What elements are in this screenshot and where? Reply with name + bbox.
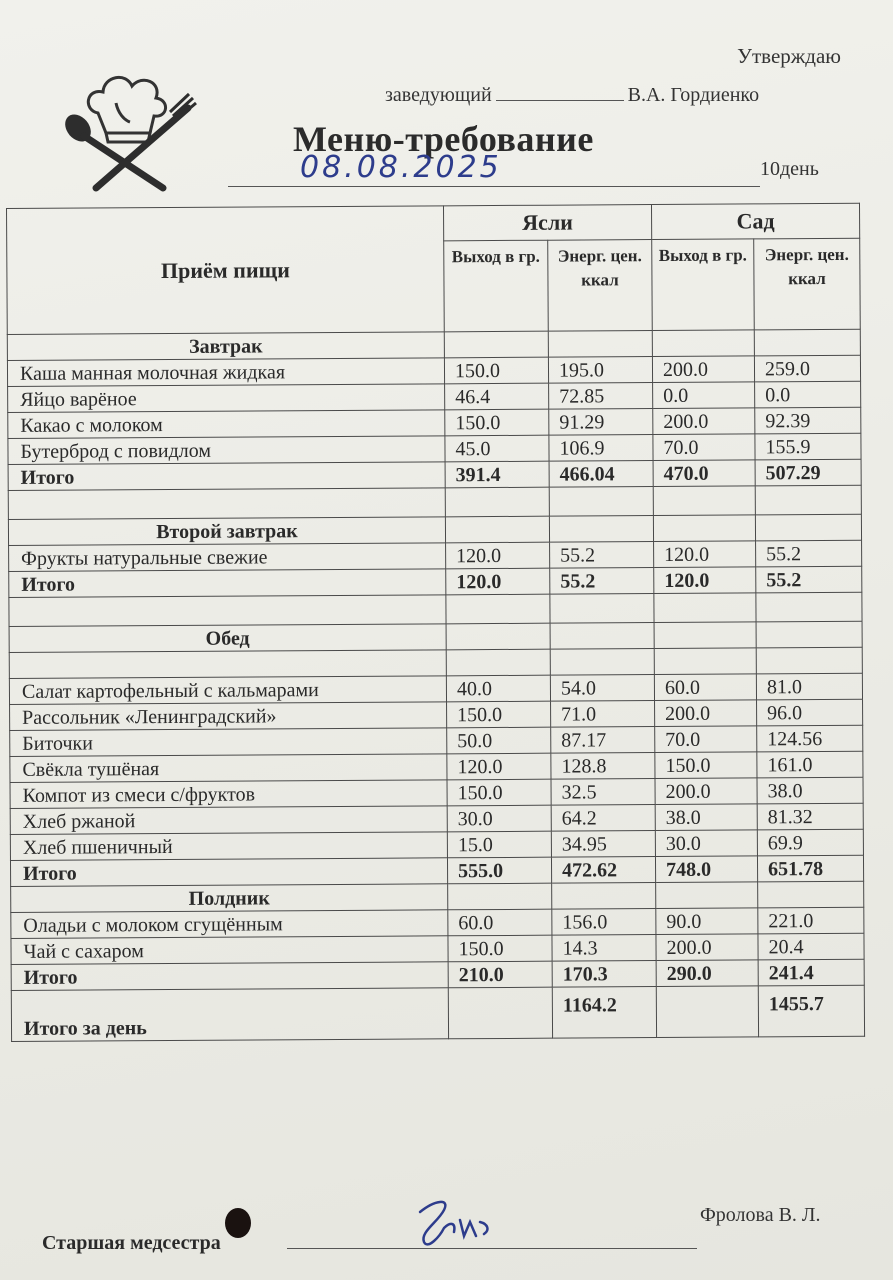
approver-signature-blank — [496, 100, 624, 101]
kindergarten-energy: 38.0 — [757, 777, 863, 804]
nursery-output: 30.0 — [447, 805, 551, 832]
kindergarten-energy: 81.32 — [757, 803, 863, 830]
kindergarten-output: 0.0 — [653, 382, 755, 409]
meal-column-header: Приём пищи — [7, 206, 445, 335]
dish-name: Салат картофельный с кальмарами — [9, 676, 446, 705]
kindergarten-output-total: 470.0 — [653, 460, 755, 487]
kindergarten-energy: 259.0 — [754, 355, 860, 382]
table-header-row — [7, 203, 860, 243]
dish-name: Хлеб ржаной — [10, 806, 447, 835]
handwritten-signature — [410, 1192, 500, 1252]
nursery-output: 15.0 — [447, 831, 551, 858]
total-label: Итого — [9, 569, 446, 598]
nursery-output-header: Выход в гр. — [444, 240, 549, 332]
kindergarten-output: 200.0 — [652, 356, 754, 383]
dish-name: Рассольник «Ленинградский» — [10, 702, 447, 731]
nursery-energy: 87.17 — [551, 727, 655, 754]
nursery-output: 150.0 — [447, 701, 551, 728]
kindergarten-output: 90.0 — [656, 908, 758, 935]
nursery-energy: 195.0 — [548, 357, 652, 384]
group-nursery-header: Ясли — [443, 205, 651, 241]
kindergarten-output-total: 290.0 — [656, 960, 758, 987]
head-nurse-label: Старшая медсестра — [42, 1232, 221, 1254]
nursery-energy: 64.2 — [551, 805, 655, 832]
section-title-breakfast: Завтрак — [7, 332, 444, 361]
nursery-output: 150.0 — [445, 409, 549, 436]
chef-hat-cutlery-icon — [58, 58, 198, 198]
total-label: Итого — [11, 962, 448, 991]
kindergarten-output-total: 120.0 — [654, 567, 756, 594]
kindergarten-energy-header: Энерг. цен. ккал — [754, 238, 861, 330]
nursery-energy: 71.0 — [551, 701, 655, 728]
nursery-output: 150.0 — [444, 357, 548, 384]
kindergarten-energy: 81.0 — [756, 673, 862, 700]
kindergarten-energy: 124.56 — [757, 725, 863, 752]
dish-name: Хлеб пшеничный — [10, 832, 447, 861]
dish-name: Биточки — [10, 728, 447, 757]
nursery-energy-total: 55.2 — [550, 568, 654, 595]
kindergarten-energy: 96.0 — [757, 699, 863, 726]
menu-table — [6, 203, 865, 1042]
group-kindergarten-header: Сад — [651, 203, 859, 239]
nursery-output-total: 210.0 — [448, 961, 552, 988]
dish-name: Чай с сахаром — [11, 936, 448, 965]
nursery-energy-day-total: 1164.2 — [552, 987, 656, 1039]
kindergarten-energy: 0.0 — [755, 381, 861, 408]
kindergarten-output-total: 748.0 — [655, 856, 757, 883]
nursery-energy: 32.5 — [551, 779, 655, 806]
nursery-energy: 55.2 — [550, 542, 654, 569]
kindergarten-energy-total: 241.4 — [758, 959, 864, 986]
approver-name: В.А. Гордиенко — [627, 84, 760, 106]
nursery-output: 60.0 — [448, 909, 552, 936]
section-title-snack: Полдник — [11, 884, 448, 913]
kindergarten-energy: 92.39 — [755, 407, 861, 434]
nursery-output-total: 555.0 — [447, 857, 551, 884]
total-label: Итого — [10, 858, 447, 887]
kindergarten-output: 200.0 — [655, 700, 757, 727]
nursery-energy: 156.0 — [552, 909, 656, 936]
kindergarten-energy: 69.9 — [757, 829, 863, 856]
kindergarten-output: 150.0 — [655, 752, 757, 779]
kindergarten-output: 200.0 — [656, 934, 758, 961]
kindergarten-output: 38.0 — [655, 804, 757, 831]
nursery-energy: 14.3 — [552, 935, 656, 962]
total-label: Итого — [8, 462, 445, 491]
kindergarten-energy-total: 651.78 — [757, 855, 863, 882]
nursery-output-total: 391.4 — [445, 461, 549, 488]
section-title-lunch: Обед — [9, 624, 446, 653]
kindergarten-energy: 161.0 — [757, 751, 863, 778]
nursery-energy-total: 170.3 — [552, 961, 656, 988]
nursery-energy-total: 472.62 — [551, 857, 655, 884]
nursery-output: 50.0 — [447, 727, 551, 754]
section-title-second-breakfast: Второй завтрак — [8, 517, 445, 546]
kindergarten-energy-total: 507.29 — [755, 459, 861, 486]
nursery-energy: 54.0 — [550, 675, 654, 702]
nursery-energy: 91.29 — [549, 409, 653, 436]
kindergarten-energy-day-total: 1455.7 — [758, 985, 864, 1037]
kindergarten-energy: 221.0 — [758, 907, 864, 934]
nursery-energy-total: 466.04 — [549, 461, 653, 488]
kindergarten-output: 60.0 — [654, 674, 756, 701]
dish-name: Свёкла тушёная — [10, 754, 447, 783]
dish-name: Оладьи с молоком сгущённым — [11, 910, 448, 939]
nursery-output-total: 120.0 — [446, 568, 550, 595]
nursery-output: 46.4 — [445, 383, 549, 410]
kindergarten-output: 30.0 — [655, 830, 757, 857]
dish-name: Бутерброд с повидлом — [8, 436, 445, 465]
nursery-output: 120.0 — [447, 753, 551, 780]
page-title: Меню-требование — [293, 119, 594, 159]
nursery-energy-header: Энерг. цен. ккал — [548, 240, 653, 332]
kindergarten-output: 70.0 — [655, 726, 757, 753]
kindergarten-energy: 155.9 — [755, 433, 861, 460]
position-label: заведующий — [385, 84, 492, 106]
nursery-output: 150.0 — [447, 779, 551, 806]
day-number: 10день — [760, 158, 819, 180]
nursery-output: 120.0 — [446, 542, 550, 569]
kindergarten-energy: 55.2 — [756, 540, 862, 567]
kindergarten-output: 120.0 — [654, 541, 756, 568]
kindergarten-output: 200.0 — [653, 408, 755, 435]
kindergarten-energy: 20.4 — [758, 933, 864, 960]
approve-label: Утверждаю — [737, 44, 841, 68]
nursery-energy: 106.9 — [549, 435, 653, 462]
kindergarten-output: 200.0 — [655, 778, 757, 805]
nursery-energy: 72.85 — [549, 383, 653, 410]
nursery-energy: 34.95 — [551, 831, 655, 858]
kindergarten-output-header: Выход в гр. — [652, 239, 755, 331]
day-total-label: Итого за день — [11, 988, 448, 1042]
dish-name: Каша манная молочная жидкая — [7, 358, 444, 387]
nursery-output: 40.0 — [446, 675, 550, 702]
dish-name: Компот из смеси с/фруктов — [10, 780, 447, 809]
nursery-output: 150.0 — [448, 935, 552, 962]
kindergarten-energy-total: 55.2 — [756, 566, 862, 593]
nursery-output: 45.0 — [445, 435, 549, 462]
dish-name: Какао с молоком — [8, 410, 445, 439]
punch-hole — [225, 1208, 251, 1238]
dish-name: Фрукты натуральные свежие — [9, 543, 446, 572]
nursery-energy: 128.8 — [551, 753, 655, 780]
kindergarten-output: 70.0 — [653, 434, 755, 461]
dish-name: Яйцо варёное — [8, 384, 445, 413]
head-nurse-name: Фролова В. Л. — [700, 1204, 821, 1226]
approver-line — [385, 84, 759, 107]
handwritten-date: 08.08.2025 — [300, 150, 502, 185]
day-total-row — [11, 985, 864, 1041]
